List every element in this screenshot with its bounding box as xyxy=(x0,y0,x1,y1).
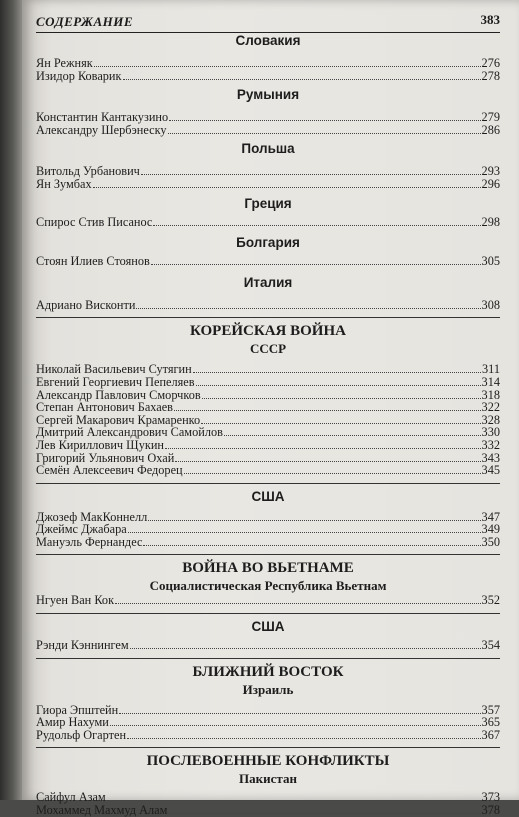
toc-entry xyxy=(36,299,500,312)
entry-page: 347 xyxy=(481,509,500,524)
dot-leader xyxy=(136,299,480,309)
entry-page: 328 xyxy=(481,412,500,427)
toc-entry xyxy=(36,124,500,137)
dot-leader xyxy=(127,729,481,739)
dot-leader xyxy=(123,70,481,80)
entry-page: 350 xyxy=(481,534,500,549)
toc-entry xyxy=(36,255,500,268)
section-title-greece: Греция xyxy=(244,195,292,211)
section-divider xyxy=(36,317,500,318)
section-divider xyxy=(36,554,500,555)
dot-leader xyxy=(184,464,481,474)
entry-name: Константин Кантакузино xyxy=(36,110,169,125)
entry-page: 343 xyxy=(481,450,500,465)
toc-entry xyxy=(36,216,500,229)
dot-leader xyxy=(175,452,480,462)
entry-page: 354 xyxy=(481,638,500,653)
table-of-contents xyxy=(36,32,500,817)
entry-page: 322 xyxy=(481,400,500,415)
section-title-slovakia: Словакия xyxy=(235,33,301,48)
entry-page: 378 xyxy=(481,803,500,817)
toc-entry xyxy=(36,594,500,607)
dot-leader xyxy=(143,536,480,546)
dot-leader xyxy=(141,165,481,175)
entry-name: Сергей Макарович Крамаренко xyxy=(36,412,201,427)
book-spine-shadow xyxy=(0,0,22,800)
section-divider xyxy=(36,483,500,484)
entry-name: Амир Нахуми xyxy=(36,715,109,730)
section-title-usa-vietnam: США xyxy=(251,619,285,635)
entry-page: 296 xyxy=(481,176,500,191)
entry-page: 276 xyxy=(481,56,500,70)
entry-page: 318 xyxy=(481,387,500,402)
section-title-bulgaria: Болгария xyxy=(236,235,300,251)
entry-page: 305 xyxy=(481,254,500,269)
dot-leader xyxy=(94,57,481,67)
war-title-postwar: ПОСЛЕВОЕННЫЕ КОНФЛИКТЫ xyxy=(146,753,390,770)
toc-entry xyxy=(36,536,500,549)
section-title-romania: Румыния xyxy=(236,87,300,103)
dot-leader xyxy=(174,401,481,411)
entry-name: Нгуен Ван Кок xyxy=(36,593,115,608)
dot-leader xyxy=(224,426,481,436)
entry-page: 298 xyxy=(481,214,500,229)
entry-name: Адриано Висконти xyxy=(36,297,136,312)
entry-page: 367 xyxy=(481,727,500,742)
entry-name: Джозеф МакКоннелл xyxy=(36,509,148,524)
dot-leader xyxy=(165,439,481,449)
entry-name: Евгений Георгиевич Пепеляев xyxy=(36,374,195,389)
section-subtitle-israel: Израиль xyxy=(242,681,294,697)
entry-name: Ян Режняк xyxy=(36,56,93,70)
dot-leader xyxy=(196,376,481,386)
entry-name: Александр Павлович Сморчков xyxy=(36,387,201,402)
entry-page: 314 xyxy=(481,374,500,389)
entry-name: Мохаммед Махмуд Алам xyxy=(36,803,168,817)
entry-page: 279 xyxy=(481,110,500,125)
entry-name: Гиора Эпштейн xyxy=(36,702,119,717)
section-title-usa: США xyxy=(251,488,285,504)
entry-name: Рудольф Огартен xyxy=(36,727,127,742)
war-title-korea: КОРЕЙСКАЯ ВОЙНА xyxy=(190,323,346,340)
dot-leader xyxy=(93,178,481,188)
dot-leader xyxy=(193,363,481,373)
entry-name: Григорий Ульянович Охай xyxy=(36,450,175,465)
dot-leader xyxy=(128,523,481,533)
entry-page: 345 xyxy=(481,463,500,478)
toc-entry xyxy=(36,57,500,70)
dot-leader xyxy=(168,804,480,814)
entry-name: Мануэль Фернандес xyxy=(36,534,143,549)
toc-entry xyxy=(36,111,500,124)
section-title-italy: Италия xyxy=(243,274,293,290)
section-divider xyxy=(36,658,500,659)
toc-entry xyxy=(36,70,500,83)
toc-entry xyxy=(36,439,500,452)
entry-name: Семён Алексеевич Федорец xyxy=(36,463,183,478)
section-divider xyxy=(36,613,500,614)
section-subtitle-pakistan: Пакистан xyxy=(239,771,297,787)
entry-page: 330 xyxy=(481,425,500,440)
toc-entry xyxy=(36,716,500,729)
entry-page: 293 xyxy=(481,164,500,179)
dot-leader xyxy=(169,111,480,121)
dot-leader xyxy=(202,389,481,399)
toc-entry xyxy=(36,178,500,191)
dot-leader xyxy=(130,639,481,649)
section-title-poland: Польша xyxy=(241,141,295,157)
header-title: СОДЕРЖАНИЕ xyxy=(36,14,134,29)
dot-leader xyxy=(148,511,480,521)
entry-page: 332 xyxy=(481,437,500,452)
book-page xyxy=(22,0,519,817)
entry-name: Николай Васильевич Сутягин xyxy=(36,362,192,377)
entry-name: Степан Антонович Бахаев xyxy=(36,400,173,415)
running-header xyxy=(36,10,500,33)
entry-page: 373 xyxy=(481,790,500,805)
toc-entry xyxy=(36,376,500,389)
entry-name: Дмитрий Александрович Самойлов xyxy=(36,425,223,440)
entry-name: Ян Зумбах xyxy=(36,176,92,191)
war-title-middle-east: БЛИЖНИЙ ВОСТОК xyxy=(192,663,344,680)
toc-entry xyxy=(36,729,500,742)
entry-page: 352 xyxy=(481,593,500,608)
dot-leader xyxy=(153,216,480,226)
toc-entry xyxy=(36,523,500,536)
entry-page: 365 xyxy=(481,715,500,730)
entry-name: Витольд Урбанович xyxy=(36,164,140,179)
section-divider xyxy=(36,747,500,748)
toc-entry xyxy=(36,464,500,477)
dot-leader xyxy=(115,594,480,604)
section-subtitle-ussr: СССР xyxy=(249,341,287,357)
toc-entry xyxy=(36,804,500,817)
entry-name: Спирос Стив Писанос xyxy=(36,214,153,229)
entry-page: 278 xyxy=(481,68,500,83)
entry-page: 357 xyxy=(481,702,500,717)
entry-name: Джеймс Джабара xyxy=(36,522,127,537)
toc-entry xyxy=(36,401,500,414)
entry-page: 349 xyxy=(481,522,500,537)
entry-name: Рэнди Кэннингем xyxy=(36,638,129,653)
dot-leader xyxy=(119,704,480,714)
dot-leader xyxy=(110,716,481,726)
entry-page: 311 xyxy=(482,362,500,377)
entry-page: 286 xyxy=(481,122,500,137)
war-title-vietnam: ВОЙНА ВО ВЬЕТНАМЕ xyxy=(182,560,354,577)
toc-entry xyxy=(36,165,500,178)
dot-leader xyxy=(201,414,480,424)
dot-leader xyxy=(151,255,481,265)
section-subtitle-vietnam: Социалистическая Республика Вьетнам xyxy=(149,578,387,594)
entry-name: Лев Кириллович Щукин xyxy=(36,437,165,452)
entry-name: Сайфул Азам xyxy=(36,790,106,805)
entry-page: 308 xyxy=(481,297,500,312)
toc-entry xyxy=(36,639,500,652)
entry-name: Александру Шербэнеску xyxy=(36,122,167,137)
dot-leader xyxy=(168,124,481,134)
entry-name: Стоян Илиев Стоянов xyxy=(36,254,150,269)
page-number: 383 xyxy=(480,12,500,27)
toc-entry xyxy=(36,791,500,804)
entry-name: Изидор Коварик xyxy=(36,68,122,83)
